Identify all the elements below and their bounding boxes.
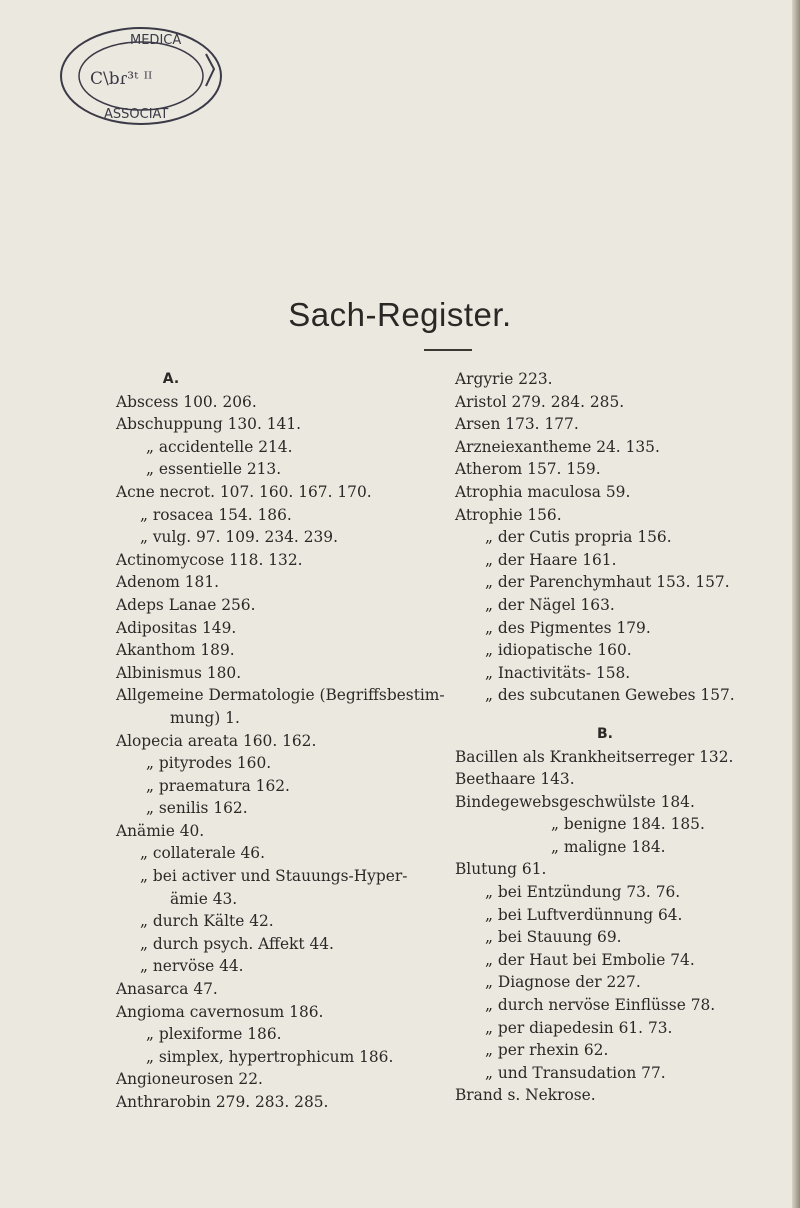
index-entry-continuation: mung) 1. [170, 708, 240, 727]
index-entry: Adeps Lanae 256. [116, 595, 256, 614]
index-entry: Angioneurosen 22. [116, 1070, 263, 1089]
index-subentry: „ des subcutanen Gewebes 157. [485, 686, 735, 705]
svg-text:ASSOCIAT: ASSOCIAT [104, 107, 169, 122]
index-subentry: „ der Cutis propria 156. [485, 528, 672, 547]
index-subentry: „ rosacea 154. 186. [140, 505, 292, 524]
index-subentry: „ nervöse 44. [140, 957, 244, 976]
index-subentry: „ accidentelle 214. [146, 437, 293, 456]
index-subentry: „ simplex, hypertrophicum 186. [146, 1047, 394, 1066]
index-subentry: „ durch Kälte 42. [140, 912, 274, 931]
index-subentry: „ durch psych. Affekt 44. [140, 934, 334, 953]
index-subentry: „ Diagnose der 227. [485, 973, 641, 992]
library-stamp [56, 14, 226, 134]
index-entry: Arzneiexantheme 24. 135. [455, 437, 660, 456]
index-entry: Abschuppung 130. 141. [116, 415, 302, 434]
index-entry: Acne necrot. 107. 160. 167. 170. [116, 482, 372, 501]
index-entry: Alopecia areata 160. 162. [116, 731, 317, 750]
index-subentry: „ vulg. 97. 109. 234. 239. [140, 528, 338, 547]
index-entry-continuation: ämie 43. [170, 889, 238, 908]
index-subentry: „ essentielle 213. [146, 460, 282, 479]
index-entry: Anämie 40. [116, 821, 205, 840]
index-entry: Abscess 100. 206. [116, 392, 257, 411]
index-subentry: „ der Nägel 163. [485, 595, 615, 614]
index-subentry: „ idiopatische 160. [485, 641, 632, 660]
index-entry: Angioma cavernosum 186. [116, 1002, 324, 1021]
page-edge [792, 0, 800, 1208]
index-entry: Aristol 279. 284. 285. [455, 392, 625, 411]
index-subentry: „ bei activer und Stauungs-Hyper- [140, 867, 408, 886]
index-subentry: „ collaterale 46. [140, 844, 265, 863]
index-subentry: „ per diapedesin 61. 73. [485, 1018, 673, 1037]
index-entry: Atrophia maculosa 59. [455, 482, 631, 501]
index-subentry: „ senilis 162. [146, 799, 248, 818]
index-subentry: „ durch nervöse Einflüsse 78. [485, 996, 716, 1015]
index-subentry: „ der Parenchymhaut 153. 157. [485, 573, 730, 592]
index-entry: Blutung 61. [455, 860, 547, 879]
index-entry: Bacillen als Krankheitserreger 132. [455, 747, 734, 766]
index-column-left [116, 368, 445, 1114]
index-subentry: „ des Pigmentes 179. [485, 618, 651, 637]
index-entry: Akanthom 189. [116, 641, 235, 660]
index-subentry: „ bei Luftverdünnung 64. [485, 905, 683, 924]
index-subentry: „ der Haare 161. [485, 550, 617, 569]
index-entry: Brand s. Nekrose. [455, 1086, 596, 1105]
index-subentry: „ bei Entzündung 73. 76. [485, 883, 681, 902]
index-subentry: „ plexiforme 186. [146, 1025, 282, 1044]
stamp-seal-icon [56, 14, 226, 134]
index-entry: Anasarca 47. [116, 980, 218, 999]
index-entry: Adipositas 149. [116, 618, 237, 637]
index-entry: Atrophie 156. [455, 505, 562, 524]
index-subentry: „ Inactivitäts- 158. [485, 663, 631, 682]
index-subentry: „ bei Stauung 69. [485, 928, 622, 947]
index-subentry: „ maligne 184. [551, 837, 666, 856]
index-entry: Anthrarobin 279. 283. 285. [116, 1093, 329, 1111]
section-heading: B. [597, 725, 613, 742]
index-column-right [455, 368, 795, 1107]
page-title: Sach-Register. [288, 296, 512, 333]
svg-text:C\bɾ³ᵗ ᴵᴵ: C\bɾ³ᵗ ᴵᴵ [90, 69, 153, 89]
index-subentry: „ pityrodes 160. [146, 754, 272, 773]
index-subentry: „ per rhexin 62. [485, 1041, 609, 1060]
index-entry: Albinismus 180. [116, 663, 242, 682]
index-entry: Argyrie 223. [455, 370, 553, 388]
index-entry: Arsen 173. 177. [455, 415, 579, 434]
index-subentry: „ der Haut bei Embolie 74. [485, 950, 695, 969]
index-subentry: „ und Transudation 77. [485, 1063, 666, 1082]
index-subentry: „ benigne 184. 185. [551, 815, 705, 834]
index-entry: Adenom 181. [116, 573, 220, 592]
title-divider [424, 349, 472, 351]
index-entry: Bindegewebsgeschwülste 184. [455, 792, 695, 811]
index-entry: Allgemeine Dermatologie (Begriffsbestim- [116, 686, 445, 705]
index-entry: Beethaare 143. [455, 770, 575, 789]
svg-text:MEDICA: MEDICA [130, 33, 182, 48]
section-gap [455, 707, 795, 723]
section-heading: A. [162, 371, 180, 387]
index-entry: Atherom 157. 159. [455, 460, 601, 479]
index-subentry: „ praematura 162. [146, 776, 290, 795]
index-entry: Actinomycose 118. 132. [116, 550, 303, 569]
